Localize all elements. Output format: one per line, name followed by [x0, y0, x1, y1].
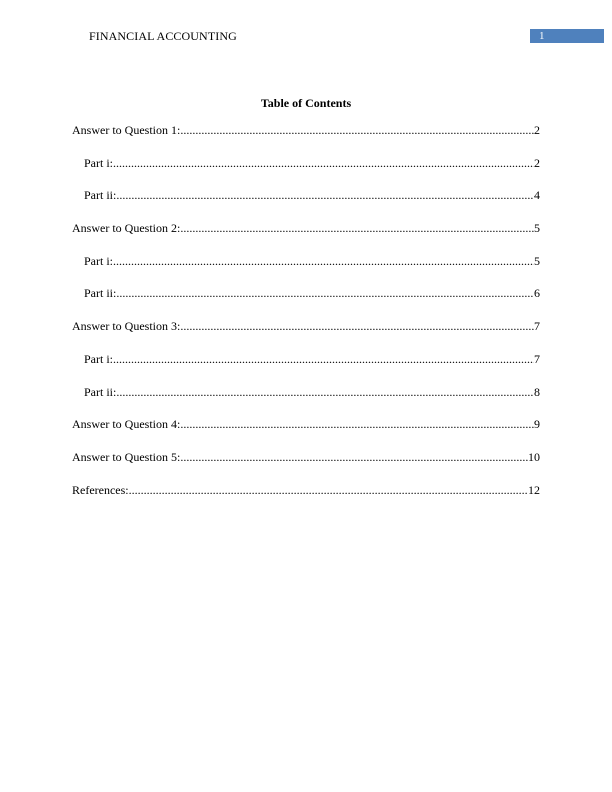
toc-dot-leader	[116, 286, 534, 301]
toc-entry-page: 6	[534, 286, 540, 301]
toc-entry-label: Answer to Question 1:	[72, 123, 181, 137]
toc-entry[interactable]	[72, 450, 540, 483]
toc-entry-page: 12	[528, 482, 540, 497]
toc-entry[interactable]	[72, 483, 540, 516]
toc-heading: Table of Contents	[260, 96, 352, 110]
toc-entry-label: Part i:	[84, 253, 113, 268]
toc-entry[interactable]	[72, 352, 540, 385]
toc-entry-page: 5	[534, 253, 540, 268]
toc-entry[interactable]	[72, 188, 540, 221]
toc-entry[interactable]	[72, 156, 540, 189]
toc-entry-page: 10	[528, 449, 540, 464]
toc-dot-leader	[180, 319, 534, 334]
toc-entry[interactable]	[72, 123, 540, 156]
toc-dot-leader	[113, 352, 534, 367]
toc-dot-leader	[180, 221, 534, 236]
toc-entry[interactable]	[72, 319, 540, 352]
toc-entry-page: 9	[534, 417, 540, 432]
toc-entry-label: References:	[72, 482, 129, 497]
table-of-contents	[72, 123, 540, 515]
toc-dot-leader	[180, 450, 528, 465]
toc-entry[interactable]	[72, 254, 540, 287]
toc-entry-label: Part i:	[84, 155, 113, 170]
header-title: FINANCIAL ACCOUNTING	[89, 29, 237, 43]
toc-entry-page: 7	[534, 319, 540, 334]
toc-entry-page: 2	[534, 155, 540, 170]
toc-dot-leader	[180, 123, 534, 138]
toc-dot-leader	[113, 254, 534, 269]
toc-dot-leader	[180, 417, 534, 432]
toc-dot-leader	[116, 385, 534, 400]
toc-dot-leader	[129, 483, 528, 498]
toc-entry[interactable]	[72, 286, 540, 319]
toc-entry-label: Answer to Question 2:	[72, 221, 181, 236]
toc-entry-label: Part ii:	[84, 286, 117, 301]
toc-dot-leader	[116, 188, 534, 203]
toc-entry[interactable]	[72, 385, 540, 418]
toc-entry[interactable]	[72, 417, 540, 450]
toc-entry-label: Part ii:	[84, 188, 117, 203]
toc-entry[interactable]	[72, 221, 540, 254]
toc-entry-label: Answer to Question 3:	[72, 319, 181, 334]
toc-entry-label: Part ii:	[84, 384, 117, 399]
toc-dot-leader	[113, 156, 534, 171]
toc-entry-page: 7	[534, 351, 540, 366]
page-number-badge: 1	[530, 29, 604, 43]
toc-entry-page: 5	[534, 221, 540, 236]
toc-entry-page: 2	[534, 123, 540, 137]
toc-entry-page: 8	[534, 384, 540, 399]
toc-entry-label: Part i:	[84, 351, 113, 366]
toc-entry-label: Answer to Question 4:	[72, 417, 181, 432]
toc-entry-label: Answer to Question 5:	[72, 449, 181, 464]
toc-entry-page: 4	[534, 188, 540, 203]
